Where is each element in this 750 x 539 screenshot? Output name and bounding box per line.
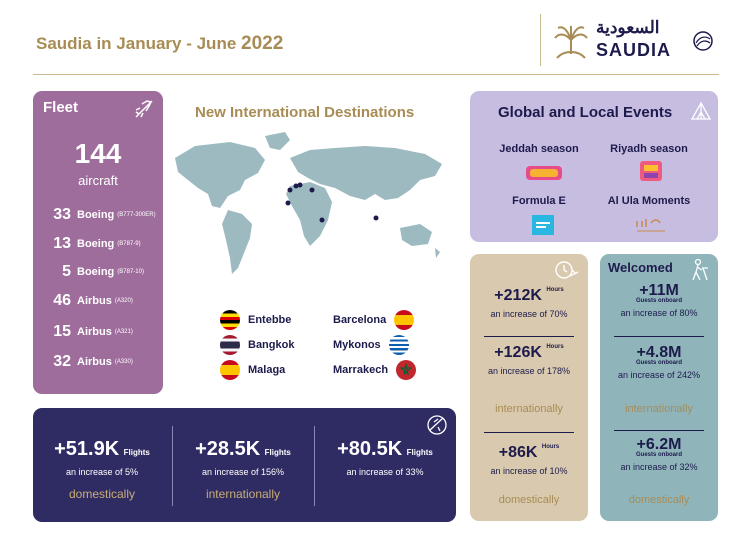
destination-item: [333, 335, 409, 355]
stat-increase: an increase of 33%: [346, 467, 424, 477]
event-name: Jeddah season: [499, 143, 579, 155]
fleet-count: 32: [53, 353, 71, 370]
stat-category: domestically: [628, 494, 690, 506]
fleet-total: 144: [74, 138, 122, 169]
stat-value: +4.8M: [636, 344, 682, 361]
event-name: Formula E: [512, 195, 566, 207]
fleet-maker: Airbus: [77, 326, 112, 338]
title-text: Saudia in January - June: [36, 34, 237, 53]
stat-value: +212K: [494, 287, 542, 304]
stat-unit: Hours: [546, 344, 564, 350]
title-year: 2022: [241, 33, 284, 54]
divider: [484, 336, 574, 337]
fleet-row: [39, 321, 133, 343]
hours-stat: [470, 287, 588, 319]
destination-item: [220, 335, 294, 355]
fleet-variant: (B787-10): [117, 269, 144, 275]
formula-e-logo-icon: [532, 215, 554, 235]
fleet-maker: Boeing: [77, 266, 115, 278]
stat-category: internationally: [625, 403, 693, 415]
stat-category: internationally: [205, 487, 281, 501]
airplane-icon: [133, 98, 155, 120]
stat-unit: Flights: [406, 448, 433, 457]
fleet-count: 33: [53, 206, 71, 223]
world-map: [170, 128, 450, 293]
spain-flag-icon: [394, 310, 414, 330]
destination-item: [220, 310, 291, 330]
logo-separator: [540, 14, 541, 66]
page-title: [36, 33, 283, 55]
destination-name: Malaga: [248, 364, 286, 376]
logo-arabic: السعودية: [596, 18, 660, 37]
fleet-title: Fleet: [43, 99, 79, 116]
divider: [314, 426, 315, 506]
stat-value: +126K: [494, 344, 542, 361]
welcomed-title: Welcomed: [608, 260, 673, 275]
stat-sublabel: Guests onboard: [635, 452, 682, 458]
tent-icon: [690, 99, 712, 121]
divider: [614, 430, 704, 431]
alula-logo-icon: [634, 215, 668, 235]
fleet-variant: (A330): [114, 359, 133, 365]
destination-item: [333, 360, 416, 380]
fleet-variant: (A320): [114, 298, 133, 304]
header-divider: [33, 74, 719, 75]
guests-stat: [600, 436, 718, 472]
fleet-maker: Boeing: [77, 238, 115, 250]
guests-stat: [600, 344, 718, 380]
traveler-icon: [688, 258, 710, 282]
clock-plane-icon: [554, 258, 580, 282]
destination-item: [333, 310, 414, 330]
event-name: Riyadh season: [610, 143, 688, 155]
fleet-row: [39, 261, 144, 283]
fleet-panel: [33, 91, 163, 394]
hours-stat: [470, 344, 588, 376]
fleet-row: [39, 351, 133, 373]
flights-panel: [33, 408, 456, 522]
hours-stat: [470, 444, 588, 476]
fleet-count: 46: [53, 292, 71, 309]
stat-increase: an increase of 242%: [617, 370, 701, 380]
fleet-variant: (A321): [114, 329, 133, 335]
divider: [484, 432, 574, 433]
stat-increase: an increase of 156%: [201, 467, 285, 477]
stat-increase: an increase of 5%: [65, 467, 139, 477]
fleet-variant: (B777-300ER): [117, 212, 156, 218]
flights-stat: [316, 438, 454, 477]
stat-increase: an increase of 178%: [487, 366, 571, 376]
stat-value: +28.5K: [195, 438, 261, 460]
skyteam-icon: [692, 30, 714, 52]
flights-stat: [174, 438, 312, 501]
palm-swords-icon: [552, 20, 590, 60]
fleet-count: 15: [53, 323, 71, 340]
logo-english: SAUDIA: [596, 40, 672, 60]
stat-sublabel: Guests onboard: [635, 360, 682, 366]
riyadh-season-logo-icon: [638, 159, 664, 187]
stat-category: internationally: [495, 403, 563, 415]
destination-name: Bangkok: [248, 339, 295, 351]
stat-category: domestically: [498, 494, 560, 506]
stat-sublabel: Guests onboard: [635, 298, 682, 304]
stat-unit: Flights: [264, 448, 291, 457]
fleet-row: [39, 290, 133, 312]
saudia-logo: [552, 18, 722, 64]
fleet-row: [39, 204, 156, 226]
fleet-maker: Airbus: [77, 295, 112, 307]
fleet-maker: Airbus: [77, 356, 112, 368]
fleet-row: [39, 233, 141, 255]
stat-value: +6.2M: [636, 436, 682, 453]
destination-name: Barcelona: [333, 314, 387, 326]
event-name: Al Ula Moments: [607, 195, 691, 207]
destination-item: [220, 360, 285, 380]
greece-flag-icon: [389, 335, 409, 355]
hours-panel: [470, 254, 588, 521]
events-title: Global and Local Events: [498, 104, 673, 121]
stat-increase: an increase of 80%: [620, 308, 698, 318]
stat-value: +86K: [498, 444, 538, 461]
spain-flag-icon: [220, 360, 240, 380]
uganda-flag-icon: [220, 310, 240, 330]
events-panel: [470, 91, 718, 242]
jeddah-season-logo-icon: [526, 164, 562, 184]
thailand-flag-icon: [220, 335, 240, 355]
fleet-total-label: aircraft: [78, 173, 118, 188]
fleet-maker: Boeing: [77, 209, 115, 221]
destinations-title: New International Destinations: [195, 104, 415, 121]
guests-stat: [600, 282, 718, 318]
destination-name: Marrakech: [333, 364, 389, 376]
stat-value: +51.9K: [54, 438, 120, 460]
stat-increase: an increase of 10%: [490, 466, 568, 476]
stat-unit: Hours: [546, 287, 564, 293]
divider: [614, 336, 704, 337]
fleet-variant: (B787-9): [117, 241, 141, 247]
stat-category: domestically: [68, 487, 136, 501]
welcomed-panel: [600, 254, 718, 521]
divider: [172, 426, 173, 506]
fleet-count: 13: [53, 235, 71, 252]
morocco-flag-icon: [396, 360, 416, 380]
flights-stat: [33, 438, 171, 501]
stat-unit: Hours: [541, 444, 560, 450]
stat-increase: an increase of 32%: [620, 462, 698, 472]
destination-name: Mykonos: [333, 339, 381, 351]
destination-name: Entebbe: [248, 314, 292, 326]
stat-increase: an increase of 70%: [490, 309, 568, 319]
fleet-count: 5: [62, 263, 71, 280]
stat-unit: Flights: [123, 448, 150, 457]
stat-value: +11M: [639, 282, 679, 299]
globe-plane-icon: [426, 414, 448, 436]
stat-value: +80.5K: [337, 438, 403, 460]
